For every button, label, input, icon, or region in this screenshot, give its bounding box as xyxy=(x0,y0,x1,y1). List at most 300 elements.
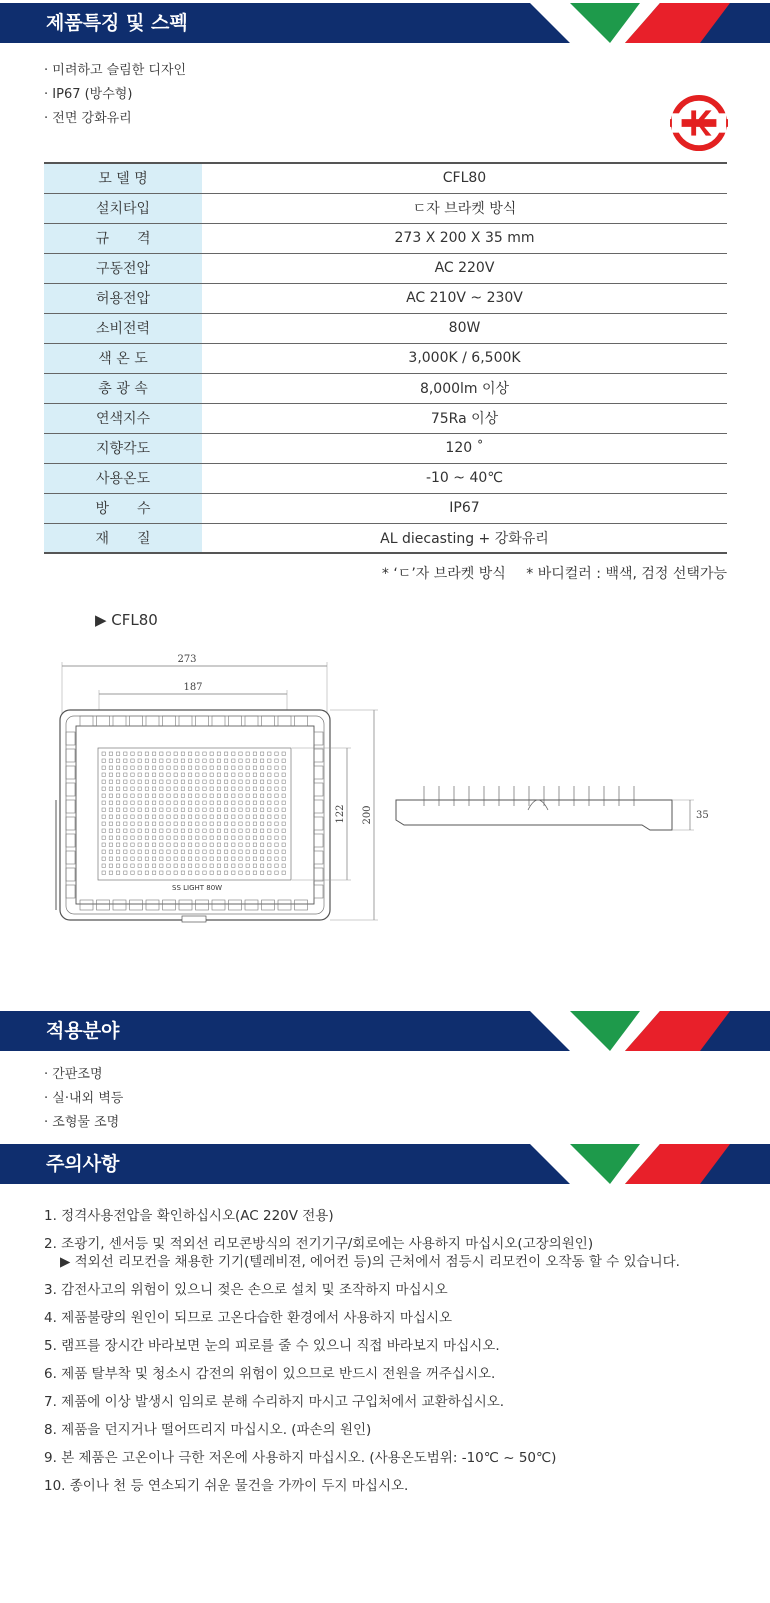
led-dot xyxy=(102,808,105,811)
led-dot xyxy=(188,752,191,755)
led-dot xyxy=(188,864,191,867)
led-dot xyxy=(268,752,271,755)
led-dot xyxy=(138,829,141,832)
led-dot xyxy=(109,857,112,860)
led-dot xyxy=(253,759,256,762)
led-dot xyxy=(160,773,163,776)
stripe-decoration-icon xyxy=(530,1011,770,1051)
list-item: · 조형물 조명 xyxy=(44,1115,120,1130)
led-dot xyxy=(152,857,155,860)
led-dot xyxy=(174,766,177,769)
led-dot xyxy=(124,787,127,790)
led-dot xyxy=(217,815,220,818)
led-dot xyxy=(102,752,105,755)
led-dot xyxy=(174,752,177,755)
led-dot xyxy=(116,815,119,818)
led-dot xyxy=(268,843,271,846)
led-dot xyxy=(253,801,256,804)
led-dot xyxy=(167,829,170,832)
led-dot xyxy=(181,787,184,790)
led-dot xyxy=(116,843,119,846)
led-dot xyxy=(174,808,177,811)
led-dot xyxy=(246,787,249,790)
led-dot xyxy=(138,808,141,811)
led-dot xyxy=(203,822,206,825)
led-dot xyxy=(246,836,249,839)
list-item: 9. 본 제품은 고온이나 극한 저온에 사용하지 마십시오. (사용온도범위: -10℃ ~ 50℃) xyxy=(44,1450,557,1466)
led-dot xyxy=(124,794,127,797)
led-dot xyxy=(217,864,220,867)
led-dot xyxy=(224,829,227,832)
spec-key: 지향각도 xyxy=(44,433,202,463)
table-row xyxy=(44,523,727,553)
list-item: ▶ 적외선 리모컨을 채용한 기기(텔레비젼, 에어컨 등)의 근처에서 점등시 리모컨이 오작동 할 수 있습니다. xyxy=(60,1254,680,1270)
led-dot xyxy=(124,871,127,874)
led-dot xyxy=(109,843,112,846)
led-dot xyxy=(268,829,271,832)
led-dot xyxy=(260,759,263,762)
led-dot xyxy=(232,871,235,874)
led-dot xyxy=(210,773,213,776)
led-dot xyxy=(275,759,278,762)
led-dot xyxy=(196,815,199,818)
led-dot xyxy=(260,815,263,818)
led-dot xyxy=(253,787,256,790)
led-dot xyxy=(232,759,235,762)
led-dot xyxy=(203,850,206,853)
led-dot xyxy=(174,864,177,867)
led-dot xyxy=(239,808,242,811)
list-item: · 미려하고 슬림한 디자인 xyxy=(44,63,187,78)
led-dot xyxy=(232,780,235,783)
led-dot xyxy=(131,766,134,769)
led-dot xyxy=(152,752,155,755)
led-dot xyxy=(102,829,105,832)
led-dot xyxy=(217,794,220,797)
led-dot xyxy=(282,808,285,811)
led-dot xyxy=(131,794,134,797)
table-row xyxy=(44,403,727,433)
list-item: 3. 감전사고의 위험이 있으니 젖은 손으로 설치 및 조작하지 마십시오 xyxy=(44,1282,448,1298)
led-dot xyxy=(275,836,278,839)
led-dot xyxy=(282,752,285,755)
led-dot xyxy=(253,864,256,867)
led-dot xyxy=(181,773,184,776)
led-dot xyxy=(188,780,191,783)
stripe-decoration-icon xyxy=(530,3,770,43)
led-dot xyxy=(253,794,256,797)
led-dot xyxy=(246,773,249,776)
table-row xyxy=(44,253,727,283)
led-dot xyxy=(210,752,213,755)
spec-note-color: * 바디컬러 : 백색, 검정 선택가능 xyxy=(526,566,727,582)
spec-key: 재 질 xyxy=(44,523,202,553)
led-dot xyxy=(160,801,163,804)
led-dot xyxy=(196,759,199,762)
spec-value: 80W xyxy=(202,313,727,343)
led-dot xyxy=(196,850,199,853)
led-dot xyxy=(160,829,163,832)
led-dot xyxy=(102,850,105,853)
led-dot xyxy=(109,864,112,867)
led-dot xyxy=(246,843,249,846)
led-dot xyxy=(253,850,256,853)
led-dot xyxy=(181,871,184,874)
led-dot xyxy=(109,773,112,776)
led-dot xyxy=(203,794,206,797)
led-dot xyxy=(124,766,127,769)
led-dot xyxy=(188,815,191,818)
led-dot xyxy=(167,857,170,860)
led-dot xyxy=(196,857,199,860)
led-dot xyxy=(152,794,155,797)
list-item: 8. 제품을 던지거나 떨어뜨리지 마십시오. (파손의 원인) xyxy=(44,1422,372,1438)
led-dot xyxy=(224,850,227,853)
led-dot xyxy=(116,801,119,804)
led-dot xyxy=(210,836,213,839)
led-dot xyxy=(282,815,285,818)
led-dot xyxy=(116,836,119,839)
led-dot xyxy=(124,759,127,762)
led-dot xyxy=(217,780,220,783)
spec-key: 사용온도 xyxy=(44,463,202,493)
spec-value: 3,000K / 6,500K xyxy=(202,343,727,373)
table-row xyxy=(44,343,727,373)
led-dot xyxy=(102,766,105,769)
spec-key: 설치타입 xyxy=(44,193,202,223)
led-dot xyxy=(260,829,263,832)
led-dot xyxy=(152,871,155,874)
led-dot xyxy=(232,829,235,832)
led-dot xyxy=(246,822,249,825)
led-dot xyxy=(275,787,278,790)
led-dot xyxy=(217,808,220,811)
list-item: 1. 정격사용전압을 확인하십시오(AC 220V 전용) xyxy=(44,1208,334,1224)
led-dot xyxy=(224,871,227,874)
led-dot xyxy=(260,822,263,825)
led-dot xyxy=(217,822,220,825)
led-dot xyxy=(131,836,134,839)
led-dot xyxy=(224,773,227,776)
led-dot xyxy=(181,829,184,832)
led-dot xyxy=(239,836,242,839)
led-dot xyxy=(239,773,242,776)
led-dot xyxy=(160,850,163,853)
led-dot xyxy=(131,857,134,860)
led-dot xyxy=(260,864,263,867)
led-dot xyxy=(116,773,119,776)
led-dot xyxy=(138,780,141,783)
led-dot xyxy=(224,864,227,867)
led-dot xyxy=(152,843,155,846)
led-dot xyxy=(217,801,220,804)
led-dot xyxy=(282,829,285,832)
spec-value: -10 ~ 40℃ xyxy=(202,463,727,493)
led-dot xyxy=(174,801,177,804)
led-dot xyxy=(131,787,134,790)
led-dot xyxy=(131,822,134,825)
led-dot xyxy=(116,794,119,797)
led-dot xyxy=(160,794,163,797)
spec-key: 모 델 명 xyxy=(44,163,202,193)
led-dot xyxy=(260,857,263,860)
led-dot xyxy=(232,794,235,797)
led-dot xyxy=(181,752,184,755)
led-dot xyxy=(116,759,119,762)
list-item: · 전면 강화유리 xyxy=(44,111,132,126)
led-dot xyxy=(138,857,141,860)
led-dot xyxy=(152,801,155,804)
spec-key: 소비전력 xyxy=(44,313,202,343)
led-dot xyxy=(253,808,256,811)
led-dot xyxy=(145,815,148,818)
led-dot xyxy=(167,794,170,797)
caution-title: 주의사항 xyxy=(46,1153,120,1175)
spec-value: 120 ˚ xyxy=(202,433,727,463)
led-dot xyxy=(188,850,191,853)
led-dot xyxy=(196,843,199,846)
led-dot xyxy=(102,871,105,874)
led-dot xyxy=(109,808,112,811)
list-item: 4. 제품불량의 원인이 되므로 고온다습한 환경에서 사용하지 마십시오 xyxy=(44,1310,453,1326)
led-dot xyxy=(124,822,127,825)
caution-list xyxy=(44,1202,680,1500)
led-dot xyxy=(145,871,148,874)
led-dot xyxy=(145,759,148,762)
led-dot xyxy=(224,759,227,762)
features-title: 제품특징 및 스펙 xyxy=(46,12,188,34)
led-dot xyxy=(131,864,134,867)
led-dot xyxy=(116,787,119,790)
table-row xyxy=(44,493,727,523)
led-dot xyxy=(167,773,170,776)
led-dot xyxy=(260,843,263,846)
led-dot xyxy=(196,752,199,755)
led-dot xyxy=(217,752,220,755)
led-dot xyxy=(246,815,249,818)
led-dot xyxy=(246,759,249,762)
led-dot xyxy=(268,801,271,804)
led-dot xyxy=(109,794,112,797)
led-dot xyxy=(160,843,163,846)
led-dot xyxy=(232,815,235,818)
table-row xyxy=(44,193,727,223)
spec-value: 8,000lm 이상 xyxy=(202,373,727,403)
led-dot xyxy=(203,836,206,839)
led-dot xyxy=(224,794,227,797)
spec-value: CFL80 xyxy=(202,163,727,193)
led-dot xyxy=(174,794,177,797)
led-dot xyxy=(203,864,206,867)
led-dot xyxy=(131,829,134,832)
led-dot xyxy=(167,766,170,769)
led-dot xyxy=(124,829,127,832)
led-dot xyxy=(253,815,256,818)
led-dot xyxy=(196,822,199,825)
spec-key: 규 격 xyxy=(44,223,202,253)
led-dot xyxy=(260,752,263,755)
led-dot xyxy=(268,822,271,825)
led-dot xyxy=(138,836,141,839)
led-dot xyxy=(268,857,271,860)
spec-value: AC 220V xyxy=(202,253,727,283)
led-dot xyxy=(253,773,256,776)
led-dot xyxy=(217,787,220,790)
led-dot xyxy=(124,836,127,839)
spec-notes xyxy=(0,563,727,583)
led-dot xyxy=(152,850,155,853)
table-row xyxy=(44,283,727,313)
led-dot xyxy=(203,787,206,790)
led-dot xyxy=(160,766,163,769)
led-dot xyxy=(217,857,220,860)
led-dot xyxy=(174,815,177,818)
led-dot xyxy=(253,822,256,825)
led-dot xyxy=(203,780,206,783)
led-dot xyxy=(181,801,184,804)
led-dot xyxy=(210,780,213,783)
led-dot xyxy=(152,759,155,762)
led-dot xyxy=(138,773,141,776)
led-dot xyxy=(174,759,177,762)
led-dot xyxy=(210,850,213,853)
led-dot xyxy=(181,794,184,797)
led-dot xyxy=(224,787,227,790)
led-dot xyxy=(124,773,127,776)
led-dot xyxy=(160,752,163,755)
led-dot xyxy=(203,871,206,874)
led-dot xyxy=(145,836,148,839)
led-dot xyxy=(260,871,263,874)
led-dot xyxy=(260,850,263,853)
led-dot xyxy=(124,752,127,755)
led-dot xyxy=(181,843,184,846)
led-dot xyxy=(232,836,235,839)
application-header xyxy=(0,1011,770,1051)
led-dot xyxy=(109,871,112,874)
led-dot xyxy=(210,794,213,797)
led-dot xyxy=(167,759,170,762)
led-dot xyxy=(124,864,127,867)
led-dot xyxy=(160,857,163,860)
led-dot xyxy=(174,871,177,874)
led-dot xyxy=(167,871,170,874)
led-dot xyxy=(116,766,119,769)
led-dot xyxy=(217,836,220,839)
led-dot xyxy=(116,808,119,811)
led-dot xyxy=(275,815,278,818)
led-dot xyxy=(268,808,271,811)
led-dot xyxy=(282,794,285,797)
led-dot xyxy=(232,850,235,853)
led-dot xyxy=(282,780,285,783)
led-dot xyxy=(167,808,170,811)
led-dot xyxy=(138,822,141,825)
led-dot xyxy=(174,850,177,853)
led-dot xyxy=(145,766,148,769)
led-dot xyxy=(160,759,163,762)
led-dot xyxy=(167,850,170,853)
led-dot xyxy=(196,808,199,811)
led-dot xyxy=(124,808,127,811)
led-dot xyxy=(260,773,263,776)
led-dot xyxy=(138,759,141,762)
led-dot xyxy=(160,836,163,839)
led-dot xyxy=(145,822,148,825)
led-dot xyxy=(181,759,184,762)
led-dot xyxy=(145,857,148,860)
led-dot xyxy=(275,822,278,825)
led-dot xyxy=(138,801,141,804)
led-dot xyxy=(275,773,278,776)
led-dot xyxy=(217,843,220,846)
led-dot xyxy=(275,801,278,804)
led-dot xyxy=(109,780,112,783)
led-dot xyxy=(253,857,256,860)
led-dot xyxy=(275,829,278,832)
led-dot xyxy=(232,773,235,776)
led-dot xyxy=(246,780,249,783)
led-dot xyxy=(268,871,271,874)
spec-value: AC 210V ~ 230V xyxy=(202,283,727,313)
led-dot xyxy=(102,864,105,867)
led-dot xyxy=(239,871,242,874)
led-dot xyxy=(275,780,278,783)
led-dot xyxy=(275,794,278,797)
led-dot xyxy=(131,752,134,755)
led-dot xyxy=(246,864,249,867)
led-dot xyxy=(246,766,249,769)
led-dot xyxy=(181,808,184,811)
led-dot xyxy=(268,836,271,839)
led-dot xyxy=(210,843,213,846)
led-dot xyxy=(174,836,177,839)
led-dot xyxy=(282,871,285,874)
led-dot xyxy=(239,850,242,853)
spec-value: 75Ra 이상 xyxy=(202,403,727,433)
list-item: 2. 조광기, 센서등 및 적외선 리모콘방식의 전기기구/회로에는 사용하지 마십시오(고장의원인) xyxy=(44,1236,594,1252)
led-dot xyxy=(152,815,155,818)
led-dot xyxy=(203,843,206,846)
led-dot xyxy=(131,773,134,776)
led-dot xyxy=(246,829,249,832)
led-dot xyxy=(260,787,263,790)
led-dot xyxy=(131,759,134,762)
led-dot xyxy=(102,773,105,776)
led-dot xyxy=(268,864,271,867)
led-dot xyxy=(196,864,199,867)
led-dot xyxy=(109,836,112,839)
led-dot xyxy=(268,815,271,818)
led-dot xyxy=(167,843,170,846)
led-dot xyxy=(109,752,112,755)
led-dot xyxy=(275,871,278,874)
led-dot xyxy=(116,864,119,867)
led-dot xyxy=(275,857,278,860)
led-dot xyxy=(188,871,191,874)
led-dot xyxy=(246,857,249,860)
led-dot xyxy=(145,752,148,755)
led-dot xyxy=(196,794,199,797)
features-header xyxy=(0,3,770,43)
led-dot xyxy=(109,801,112,804)
led-dot xyxy=(239,787,242,790)
led-dot xyxy=(282,759,285,762)
led-dot xyxy=(188,836,191,839)
led-dot xyxy=(109,787,112,790)
led-dot xyxy=(224,752,227,755)
spec-key: 연색지수 xyxy=(44,403,202,433)
